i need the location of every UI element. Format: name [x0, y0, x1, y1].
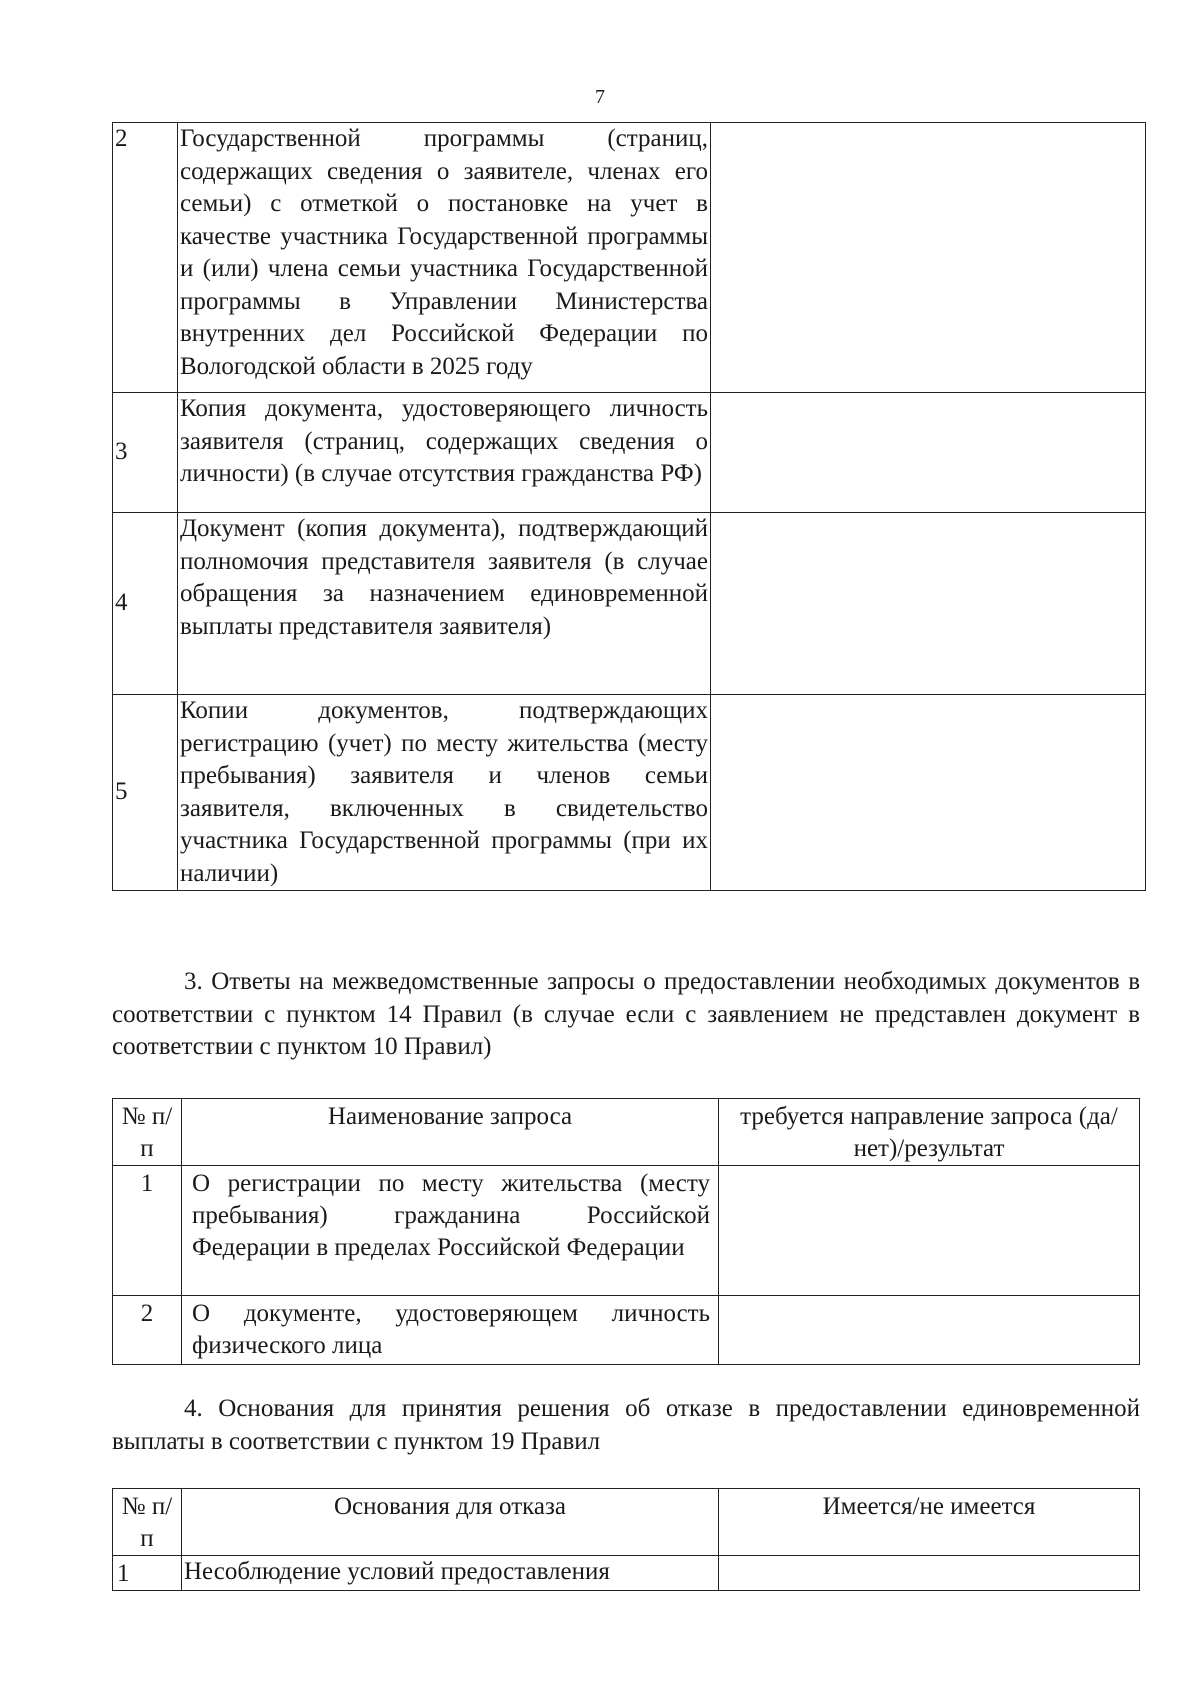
- table-row: [113, 123, 1146, 393]
- row-description: Копии документов, подтверждающих регистрацию (учет) по месту жительства (месту пребывания) заявителя и членов семьи заявителя, включенных в свидетельство участника Государственной программы (при их наличии): [178, 695, 711, 891]
- header-grounds: Основания для отказа: [182, 1489, 719, 1556]
- table-row: [113, 1296, 1140, 1365]
- documents-table: [112, 122, 1146, 891]
- row-number: 2: [113, 123, 178, 393]
- header-availability: Имеется/не имеется: [719, 1489, 1140, 1556]
- table-header-row: [113, 1099, 1140, 1166]
- row-description: Документ (копия документа), подтверждающий полномочия представителя заявителя (в случае обращения за назначением единовременной выплаты представителя заявителя): [178, 513, 711, 695]
- requests-table: [112, 1098, 1140, 1365]
- row-number: 1: [113, 1166, 182, 1296]
- section-4-text: 4. Основания для принятия решения об отказе в предоставлении единовременной выплаты в соответствии с пунктом 19 Правил: [112, 1395, 1140, 1455]
- header-number: № п/п: [113, 1099, 182, 1166]
- row-description: О регистрации по месту жительства (месту пребывания) гражданина Российской Федерации в пределах Российской Федерации: [182, 1166, 719, 1296]
- refusal-grounds-table: [112, 1488, 1140, 1591]
- table-row: [113, 513, 1146, 695]
- row-number: 3: [113, 393, 178, 513]
- header-request-result: требуется направление запроса (да/нет)/результат: [719, 1099, 1140, 1166]
- table-row: [113, 1166, 1140, 1296]
- row-number: 4: [113, 513, 178, 695]
- row-number: 2: [113, 1296, 182, 1365]
- header-request-name: Наименование запроса: [182, 1099, 719, 1166]
- table-row: [113, 393, 1146, 513]
- section-3-text: 3. Ответы на межведомственные запросы о предоставлении необходимых документов в соответствии с пунктом 14 Правил (в случае если с заявлением не представлен документ в соответствии с пунктом 10 Правил): [112, 968, 1140, 1060]
- row-description: Государственной программы (страниц, содержащих сведения о заявителе, членах его семьи) с отметкой о постановке на учет в качестве участника Государственной программы и (или) члена семьи участника Государственной программы в Управлении Министерства внутренних дел Российской Федерации по Вологодской области в 2025 году: [178, 123, 711, 393]
- row-description: Копия документа, удостоверяющего личность заявителя (страниц, содержащих сведения о личности) (в случае отсутствия гражданства РФ): [178, 393, 711, 513]
- header-number: № п/п: [113, 1489, 182, 1556]
- row-value-cell: [711, 513, 1146, 695]
- row-value-cell: [719, 1166, 1140, 1296]
- row-description: Несоблюдение условий предоставления: [182, 1556, 719, 1591]
- table-row: [113, 695, 1146, 891]
- row-value-cell: [719, 1296, 1140, 1365]
- page-number: 7: [595, 86, 605, 108]
- row-value-cell: [711, 393, 1146, 513]
- table-header-row: [113, 1489, 1140, 1556]
- row-description: О документе, удостоверяющем личность физического лица: [182, 1296, 719, 1365]
- row-number: 5: [113, 695, 178, 891]
- table-row: [113, 1556, 1140, 1591]
- row-number: 1: [113, 1556, 182, 1591]
- row-value-cell: [711, 123, 1146, 393]
- row-value-cell: [711, 695, 1146, 891]
- row-value-cell: [719, 1556, 1140, 1591]
